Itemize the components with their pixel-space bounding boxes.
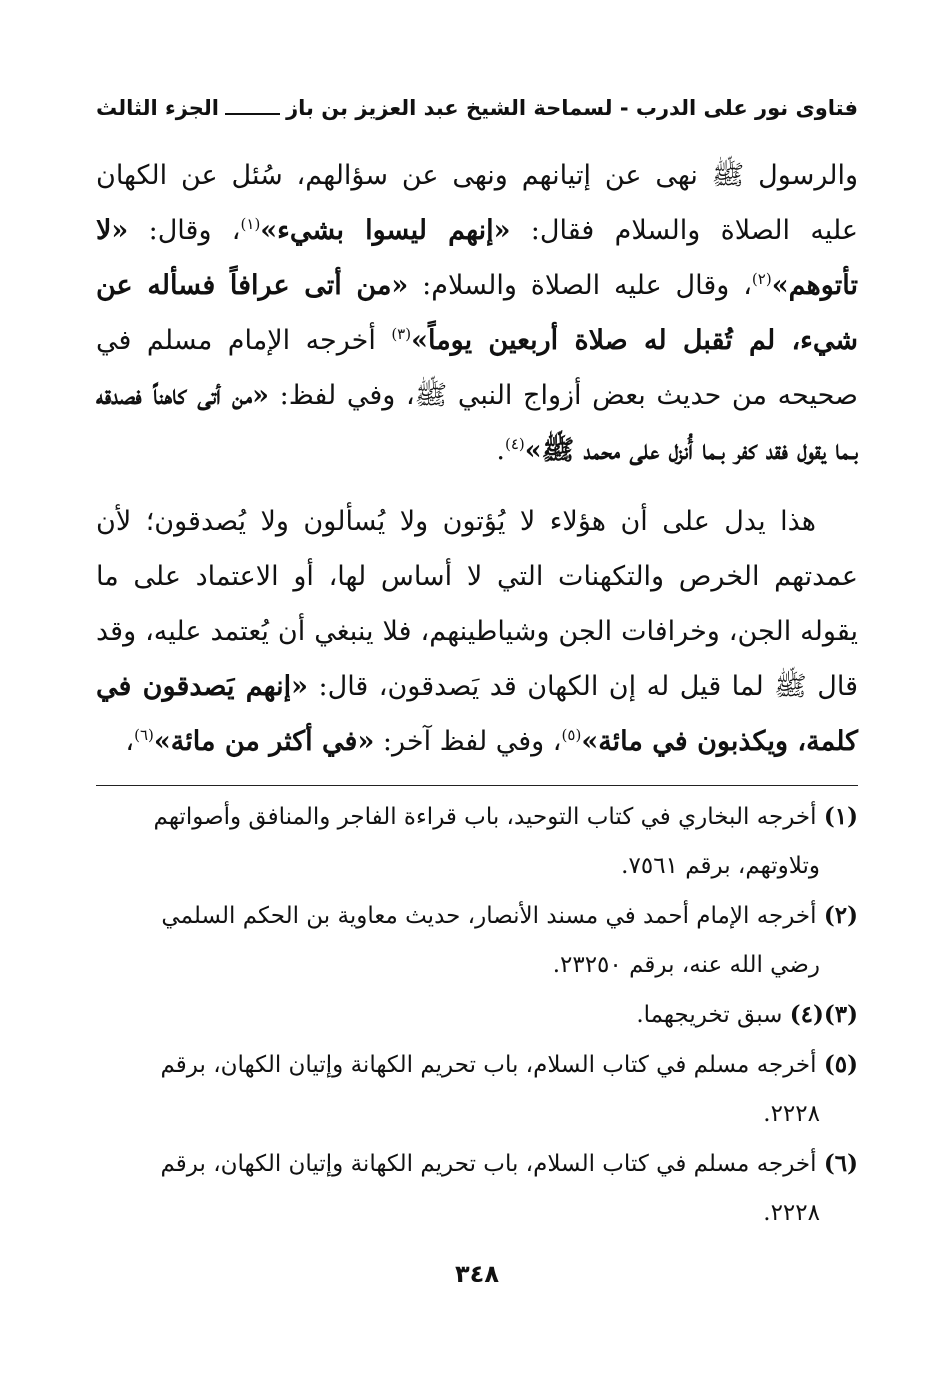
footnote-text: أخرجه الإمام أحمد في مسند الأنصار، حديث معاوية بن الحكم السلمي <box>161 903 824 929</box>
footnote-number: (٢) <box>823 902 858 929</box>
hadith-quote: «إنهم يَصدقون في كلمة، ويكذبون في مائة» <box>96 671 858 757</box>
footnote-text: أخرجه مسلم في كتاب السلام، باب تحريم الكهانة وإتيان الكهان، برقم <box>160 1151 824 1177</box>
footnote-1 <box>96 792 858 891</box>
text-run: ، <box>125 726 135 757</box>
text-run: ، وقال: <box>128 215 241 246</box>
hadith-quote: «في أكثر من مائة» <box>153 726 375 757</box>
footnote-6 <box>96 1139 858 1238</box>
footnote-ref: (٦) <box>134 726 154 744</box>
footnote-ref: (٣) <box>391 325 412 343</box>
footnote-ref: (٢) <box>751 270 772 288</box>
header-book-title: فتاوى نور على الدرب - لسماحة الشيخ عبد العزيز بن باز <box>286 96 858 120</box>
main-text <box>96 148 858 769</box>
paragraph-2 <box>96 494 858 769</box>
book-page <box>96 0 858 1373</box>
hadith-quote: «من أتى عرافاً فسأله عن شيء، لم تُقبل له صلاة أربعين يوماً» <box>96 270 859 356</box>
header-rule <box>225 113 280 115</box>
footnote-text: أخرجه البخاري في كتاب التوحيد، باب قراءة الفاجر والمنافق وأصواتهم <box>153 804 824 830</box>
footnote-ref: (٥) <box>561 726 582 744</box>
footnote-separator <box>96 785 858 786</box>
footnote-number: (٥) <box>823 1051 858 1078</box>
footnote-text: أخرجه مسلم في كتاب السلام، باب تحريم الكهانة وإتيان الكهان، برقم <box>160 1052 824 1078</box>
hadith-quote: «من أتى كاهناً فصدقه بـما يقول فقد كفر بـما أُنزل على محمد ﷺ» <box>96 380 858 466</box>
footnote-5 <box>96 1040 858 1139</box>
footnote-text-cont: ٢٢٢٨. <box>763 1101 820 1127</box>
footnote-2 <box>96 891 858 990</box>
footnote-text-cont: رضي الله عنه، برقم ٢٣٢٥٠. <box>552 952 820 978</box>
running-header <box>96 88 858 128</box>
hadith-quote: «لا تأتوهم» <box>96 215 858 301</box>
text-run: ، وقال عليه الصلاة والسلام: <box>408 270 752 301</box>
footnote-text-cont: ٢٢٢٨. <box>763 1200 820 1226</box>
footnote-number: (٦) <box>823 1150 858 1177</box>
header-volume: الجزء الثالث <box>96 96 219 120</box>
text-run: هذا يدل على أن هؤلاء لا يُؤتون ولا يُسألون ولا يُصدقون؛ لأن عمدتهم الخرص والتكهنات التي لا أساس لها، أو الاعتماد على ما يقوله الجن، وخرافات الجن وشياطينهم، فلا ينبغي أن يُعتمد عليه، وقد قال ﷺ لما قيل له إن الكهان قد يَصدقون، قال: <box>96 506 858 702</box>
page-number: ٣٤٨ <box>455 1260 499 1288</box>
hadith-quote: «إنهم ليسوا بشيء» <box>260 215 511 246</box>
footnote-3-4 <box>96 990 858 1040</box>
footnote-ref: (٤) <box>504 435 525 453</box>
footnote-text-cont: وتلاوتهم، برقم ٧٥٦١. <box>621 853 820 879</box>
text-run: ، وفي لفظ آخر: <box>374 726 562 757</box>
footnote-number: (١) <box>823 803 858 830</box>
footnote-text: سبق تخريجهما. <box>636 1002 790 1028</box>
footnote-ref: (١) <box>240 215 261 233</box>
text-run: . <box>496 435 505 466</box>
footnotes <box>96 792 858 1238</box>
paragraph-1 <box>96 148 858 478</box>
text-run: أخرجه الإمام مسلم في صحيحه من حديث بعض أزواج النبي ﷺ، وفي لفظ: <box>96 325 858 411</box>
footnote-number: (٣)(٤) <box>789 1001 858 1028</box>
text-run: والرسول ﷺ نهى عن إتيانهم ونهى عن سؤالهم، سُئل عن الكهان عليه الصلاة والسلام فقال: <box>96 160 858 246</box>
